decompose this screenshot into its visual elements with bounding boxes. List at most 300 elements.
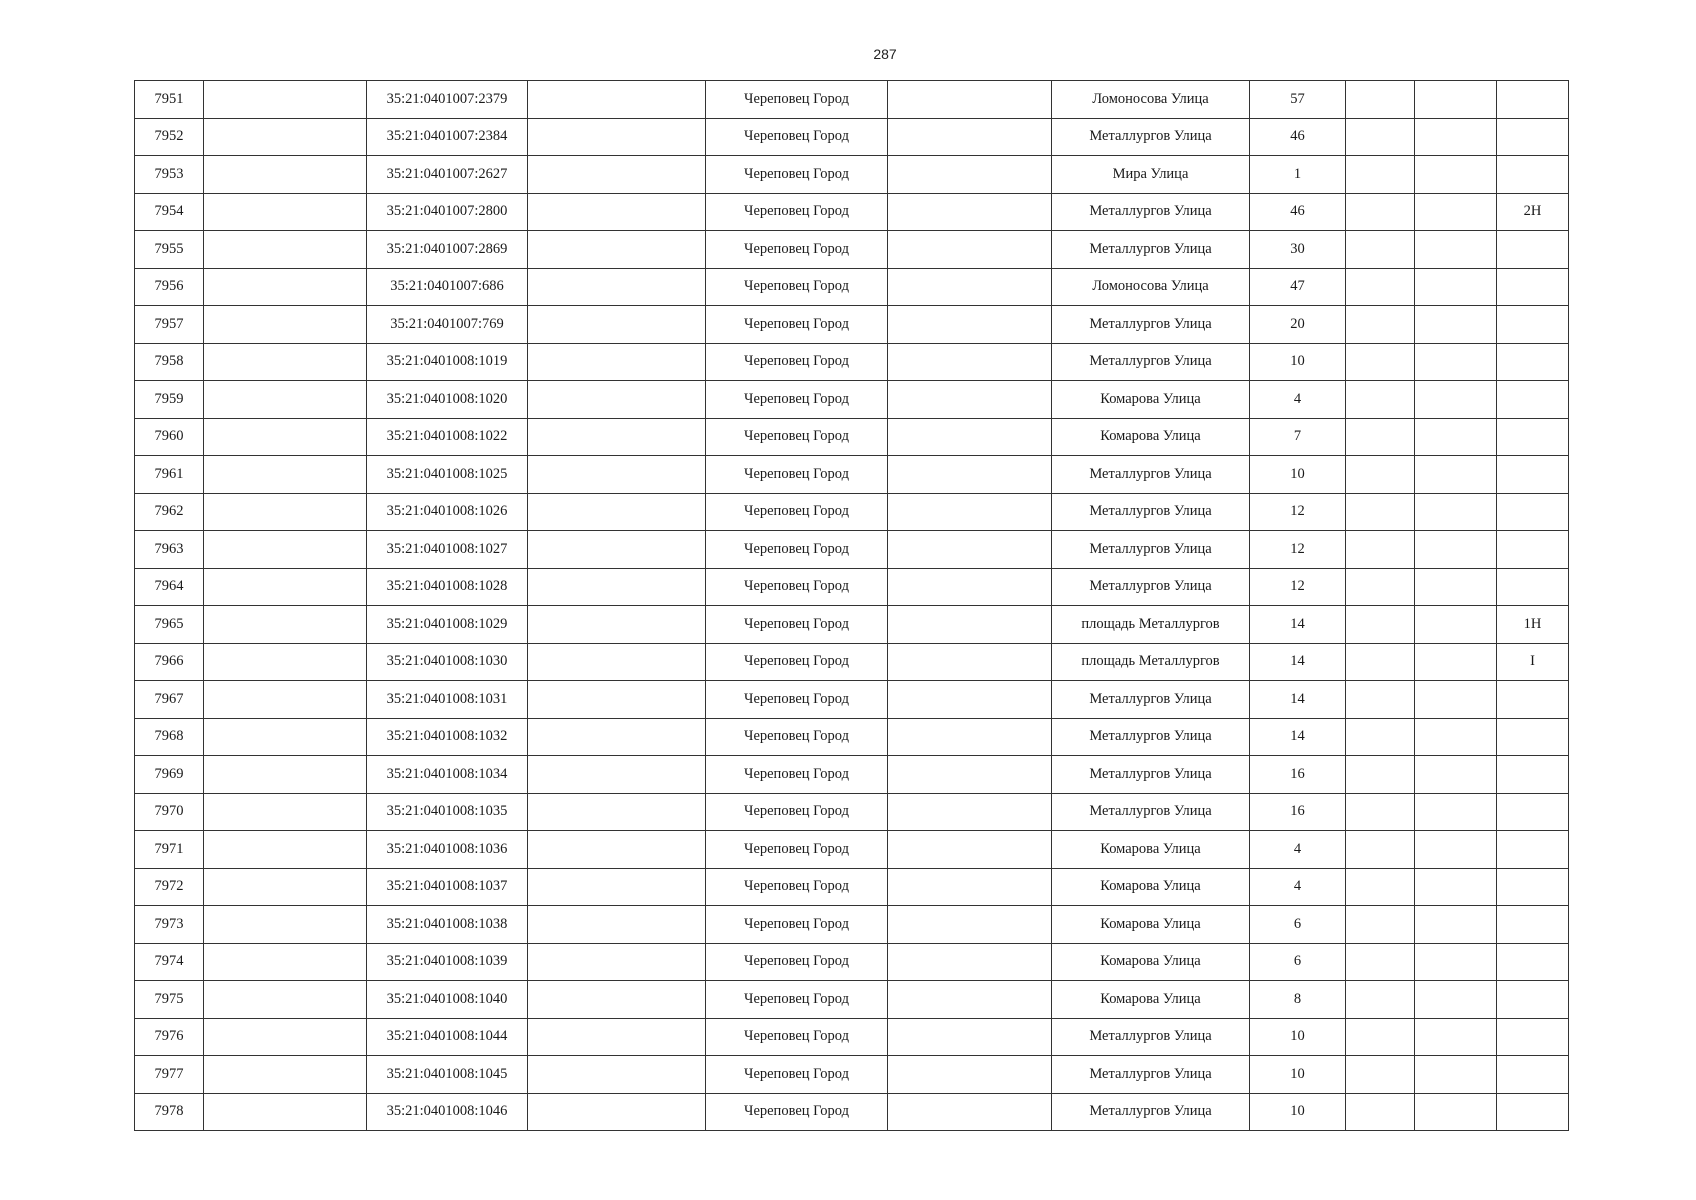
city-cell: Череповец Город bbox=[706, 831, 888, 869]
cadastral-number-cell: 35:21:0401008:1039 bbox=[367, 943, 528, 981]
empty-cell bbox=[888, 531, 1052, 569]
row-number-cell: 7963 bbox=[135, 531, 204, 569]
empty-cell bbox=[528, 381, 706, 419]
house-number-cell: 16 bbox=[1250, 756, 1346, 794]
city-cell: Череповец Город bbox=[706, 231, 888, 269]
street-cell: Ломоносова Улица bbox=[1052, 268, 1250, 306]
street-cell: Металлургов Улица bbox=[1052, 793, 1250, 831]
table-row bbox=[135, 868, 1569, 906]
empty-cell bbox=[1346, 606, 1415, 644]
room-number-cell bbox=[1497, 531, 1569, 569]
city-cell: Череповец Город bbox=[706, 456, 888, 494]
street-cell: Комарова Улица bbox=[1052, 906, 1250, 944]
empty-cell bbox=[528, 981, 706, 1019]
house-number-cell: 20 bbox=[1250, 306, 1346, 344]
table-row bbox=[135, 943, 1569, 981]
empty-cell bbox=[528, 456, 706, 494]
empty-cell bbox=[1346, 381, 1415, 419]
city-cell: Череповец Город bbox=[706, 1093, 888, 1131]
house-number-cell: 6 bbox=[1250, 906, 1346, 944]
empty-cell bbox=[1415, 156, 1497, 194]
room-number-cell bbox=[1497, 756, 1569, 794]
empty-cell bbox=[528, 193, 706, 231]
empty-cell bbox=[1415, 981, 1497, 1019]
row-number-cell: 7970 bbox=[135, 793, 204, 831]
street-cell: Металлургов Улица bbox=[1052, 493, 1250, 531]
empty-cell bbox=[1346, 981, 1415, 1019]
table-row bbox=[135, 906, 1569, 944]
cadastral-number-cell: 35:21:0401008:1038 bbox=[367, 906, 528, 944]
cadastral-number-cell: 35:21:0401008:1046 bbox=[367, 1093, 528, 1131]
empty-cell bbox=[888, 681, 1052, 719]
empty-cell bbox=[1346, 268, 1415, 306]
house-number-cell: 57 bbox=[1250, 81, 1346, 119]
empty-cell bbox=[1346, 568, 1415, 606]
cadastral-number-cell: 35:21:0401008:1026 bbox=[367, 493, 528, 531]
city-cell: Череповец Город bbox=[706, 981, 888, 1019]
street-cell: Металлургов Улица bbox=[1052, 456, 1250, 494]
empty-cell bbox=[1415, 793, 1497, 831]
empty-cell bbox=[888, 981, 1052, 1019]
table-row bbox=[135, 81, 1569, 119]
empty-cell bbox=[1346, 793, 1415, 831]
row-number-cell: 7959 bbox=[135, 381, 204, 419]
city-cell: Череповец Город bbox=[706, 493, 888, 531]
cadastral-number-cell: 35:21:0401008:1037 bbox=[367, 868, 528, 906]
city-cell: Череповец Город bbox=[706, 418, 888, 456]
table-row bbox=[135, 1018, 1569, 1056]
street-cell: площадь Металлургов bbox=[1052, 606, 1250, 644]
empty-cell bbox=[1415, 118, 1497, 156]
empty-cell bbox=[888, 568, 1052, 606]
cadastral-number-cell: 35:21:0401008:1019 bbox=[367, 343, 528, 381]
empty-cell bbox=[1346, 343, 1415, 381]
row-number-cell: 7960 bbox=[135, 418, 204, 456]
street-cell: Мира Улица bbox=[1052, 156, 1250, 194]
empty-cell bbox=[1415, 493, 1497, 531]
empty-cell bbox=[204, 718, 367, 756]
city-cell: Череповец Город bbox=[706, 681, 888, 719]
house-number-cell: 14 bbox=[1250, 643, 1346, 681]
empty-cell bbox=[204, 868, 367, 906]
empty-cell bbox=[1346, 1018, 1415, 1056]
empty-cell bbox=[1415, 906, 1497, 944]
city-cell: Череповец Город bbox=[706, 268, 888, 306]
empty-cell bbox=[204, 268, 367, 306]
table-row bbox=[135, 231, 1569, 269]
table-row bbox=[135, 756, 1569, 794]
empty-cell bbox=[204, 756, 367, 794]
empty-cell bbox=[1346, 831, 1415, 869]
row-number-cell: 7955 bbox=[135, 231, 204, 269]
street-cell: Металлургов Улица bbox=[1052, 231, 1250, 269]
room-number-cell bbox=[1497, 493, 1569, 531]
empty-cell bbox=[1346, 643, 1415, 681]
empty-cell bbox=[888, 418, 1052, 456]
cadastral-number-cell: 35:21:0401008:1025 bbox=[367, 456, 528, 494]
row-number-cell: 7971 bbox=[135, 831, 204, 869]
house-number-cell: 46 bbox=[1250, 118, 1346, 156]
empty-cell bbox=[204, 493, 367, 531]
row-number-cell: 7976 bbox=[135, 1018, 204, 1056]
table-row bbox=[135, 681, 1569, 719]
empty-cell bbox=[1415, 831, 1497, 869]
street-cell: Металлургов Улица bbox=[1052, 1018, 1250, 1056]
empty-cell bbox=[1415, 756, 1497, 794]
table-row bbox=[135, 718, 1569, 756]
house-number-cell: 14 bbox=[1250, 606, 1346, 644]
house-number-cell: 46 bbox=[1250, 193, 1346, 231]
empty-cell bbox=[1346, 943, 1415, 981]
row-number-cell: 7958 bbox=[135, 343, 204, 381]
empty-cell bbox=[204, 906, 367, 944]
city-cell: Череповец Город bbox=[706, 156, 888, 194]
empty-cell bbox=[528, 606, 706, 644]
room-number-cell bbox=[1497, 306, 1569, 344]
row-number-cell: 7975 bbox=[135, 981, 204, 1019]
empty-cell bbox=[888, 643, 1052, 681]
empty-cell bbox=[204, 193, 367, 231]
empty-cell bbox=[888, 456, 1052, 494]
street-cell: Металлургов Улица bbox=[1052, 193, 1250, 231]
cadastral-number-cell: 35:21:0401008:1032 bbox=[367, 718, 528, 756]
city-cell: Череповец Город bbox=[706, 306, 888, 344]
city-cell: Череповец Город bbox=[706, 1056, 888, 1094]
row-number-cell: 7954 bbox=[135, 193, 204, 231]
room-number-cell bbox=[1497, 831, 1569, 869]
empty-cell bbox=[1415, 568, 1497, 606]
cadastral-number-cell: 35:21:0401008:1031 bbox=[367, 681, 528, 719]
house-number-cell: 4 bbox=[1250, 831, 1346, 869]
empty-cell bbox=[528, 568, 706, 606]
row-number-cell: 7957 bbox=[135, 306, 204, 344]
city-cell: Череповец Город bbox=[706, 643, 888, 681]
empty-cell bbox=[204, 681, 367, 719]
city-cell: Череповец Город bbox=[706, 118, 888, 156]
empty-cell bbox=[1346, 118, 1415, 156]
street-cell: Металлургов Улица bbox=[1052, 568, 1250, 606]
empty-cell bbox=[204, 306, 367, 344]
empty-cell bbox=[888, 756, 1052, 794]
empty-cell bbox=[204, 943, 367, 981]
empty-cell bbox=[204, 643, 367, 681]
house-number-cell: 10 bbox=[1250, 456, 1346, 494]
room-number-cell bbox=[1497, 456, 1569, 494]
house-number-cell: 1 bbox=[1250, 156, 1346, 194]
empty-cell bbox=[204, 81, 367, 119]
room-number-cell bbox=[1497, 943, 1569, 981]
room-number-cell bbox=[1497, 906, 1569, 944]
empty-cell bbox=[888, 793, 1052, 831]
room-number-cell bbox=[1497, 81, 1569, 119]
empty-cell bbox=[204, 606, 367, 644]
empty-cell bbox=[528, 1093, 706, 1131]
table-row bbox=[135, 268, 1569, 306]
table-row bbox=[135, 306, 1569, 344]
room-number-cell: 2Н bbox=[1497, 193, 1569, 231]
empty-cell bbox=[528, 231, 706, 269]
empty-cell bbox=[1346, 231, 1415, 269]
row-number-cell: 7972 bbox=[135, 868, 204, 906]
cadastral-number-cell: 35:21:0401007:2800 bbox=[367, 193, 528, 231]
table-row bbox=[135, 643, 1569, 681]
cadastral-number-cell: 35:21:0401008:1034 bbox=[367, 756, 528, 794]
street-cell: Металлургов Улица bbox=[1052, 681, 1250, 719]
room-number-cell bbox=[1497, 156, 1569, 194]
empty-cell bbox=[204, 1018, 367, 1056]
empty-cell bbox=[528, 681, 706, 719]
empty-cell bbox=[1415, 606, 1497, 644]
room-number-cell: I bbox=[1497, 643, 1569, 681]
row-number-cell: 7962 bbox=[135, 493, 204, 531]
city-cell: Череповец Город bbox=[706, 568, 888, 606]
street-cell: Комарова Улица bbox=[1052, 831, 1250, 869]
house-number-cell: 14 bbox=[1250, 681, 1346, 719]
row-number-cell: 7969 bbox=[135, 756, 204, 794]
empty-cell bbox=[528, 831, 706, 869]
cadastral-number-cell: 35:21:0401007:2384 bbox=[367, 118, 528, 156]
empty-cell bbox=[1415, 1056, 1497, 1094]
row-number-cell: 7952 bbox=[135, 118, 204, 156]
room-number-cell bbox=[1497, 418, 1569, 456]
street-cell: Комарова Улица bbox=[1052, 981, 1250, 1019]
row-number-cell: 7964 bbox=[135, 568, 204, 606]
empty-cell bbox=[204, 981, 367, 1019]
street-cell: Металлургов Улица bbox=[1052, 306, 1250, 344]
empty-cell bbox=[1346, 193, 1415, 231]
cadastral-number-cell: 35:21:0401008:1029 bbox=[367, 606, 528, 644]
street-cell: Комарова Улица bbox=[1052, 868, 1250, 906]
empty-cell bbox=[888, 231, 1052, 269]
cadastral-number-cell: 35:21:0401008:1020 bbox=[367, 381, 528, 419]
city-cell: Череповец Город bbox=[706, 906, 888, 944]
empty-cell bbox=[888, 156, 1052, 194]
street-cell: Комарова Улица bbox=[1052, 418, 1250, 456]
empty-cell bbox=[1346, 906, 1415, 944]
street-cell: Металлургов Улица bbox=[1052, 756, 1250, 794]
empty-cell bbox=[888, 906, 1052, 944]
house-number-cell: 4 bbox=[1250, 381, 1346, 419]
empty-cell bbox=[1415, 1018, 1497, 1056]
house-number-cell: 8 bbox=[1250, 981, 1346, 1019]
table-row bbox=[135, 568, 1569, 606]
house-number-cell: 10 bbox=[1250, 343, 1346, 381]
empty-cell bbox=[204, 343, 367, 381]
room-number-cell: 1Н bbox=[1497, 606, 1569, 644]
room-number-cell bbox=[1497, 231, 1569, 269]
empty-cell bbox=[1415, 268, 1497, 306]
empty-cell bbox=[1415, 81, 1497, 119]
house-number-cell: 16 bbox=[1250, 793, 1346, 831]
empty-cell bbox=[1346, 456, 1415, 494]
room-number-cell bbox=[1497, 568, 1569, 606]
row-number-cell: 7966 bbox=[135, 643, 204, 681]
empty-cell bbox=[888, 81, 1052, 119]
empty-cell bbox=[528, 306, 706, 344]
table-body bbox=[135, 81, 1569, 1131]
cadastral-number-cell: 35:21:0401008:1036 bbox=[367, 831, 528, 869]
empty-cell bbox=[528, 718, 706, 756]
street-cell: Ломоносова Улица bbox=[1052, 81, 1250, 119]
room-number-cell bbox=[1497, 381, 1569, 419]
street-cell: Металлургов Улица bbox=[1052, 343, 1250, 381]
house-number-cell: 7 bbox=[1250, 418, 1346, 456]
city-cell: Череповец Город bbox=[706, 943, 888, 981]
room-number-cell bbox=[1497, 1018, 1569, 1056]
empty-cell bbox=[1346, 493, 1415, 531]
table-row bbox=[135, 156, 1569, 194]
empty-cell bbox=[1415, 868, 1497, 906]
empty-cell bbox=[528, 643, 706, 681]
registry-table bbox=[134, 80, 1569, 1131]
house-number-cell: 4 bbox=[1250, 868, 1346, 906]
city-cell: Череповец Город bbox=[706, 193, 888, 231]
table-row bbox=[135, 493, 1569, 531]
empty-cell bbox=[204, 568, 367, 606]
empty-cell bbox=[888, 1093, 1052, 1131]
cadastral-number-cell: 35:21:0401008:1030 bbox=[367, 643, 528, 681]
city-cell: Череповец Город bbox=[706, 718, 888, 756]
empty-cell bbox=[888, 306, 1052, 344]
row-number-cell: 7977 bbox=[135, 1056, 204, 1094]
empty-cell bbox=[888, 718, 1052, 756]
empty-cell bbox=[1346, 1056, 1415, 1094]
city-cell: Череповец Город bbox=[706, 868, 888, 906]
city-cell: Череповец Город bbox=[706, 81, 888, 119]
city-cell: Череповец Город bbox=[706, 381, 888, 419]
house-number-cell: 12 bbox=[1250, 568, 1346, 606]
empty-cell bbox=[888, 268, 1052, 306]
house-number-cell: 10 bbox=[1250, 1018, 1346, 1056]
empty-cell bbox=[1346, 756, 1415, 794]
empty-cell bbox=[204, 1093, 367, 1131]
page-number: 287 bbox=[873, 46, 897, 62]
row-number-cell: 7968 bbox=[135, 718, 204, 756]
empty-cell bbox=[204, 156, 367, 194]
empty-cell bbox=[1415, 231, 1497, 269]
empty-cell bbox=[1346, 681, 1415, 719]
cadastral-number-cell: 35:21:0401008:1045 bbox=[367, 1056, 528, 1094]
empty-cell bbox=[1346, 1093, 1415, 1131]
room-number-cell bbox=[1497, 1056, 1569, 1094]
table-row bbox=[135, 456, 1569, 494]
street-cell: Металлургов Улица bbox=[1052, 1056, 1250, 1094]
room-number-cell bbox=[1497, 681, 1569, 719]
empty-cell bbox=[204, 793, 367, 831]
table-row bbox=[135, 531, 1569, 569]
street-cell: Металлургов Улица bbox=[1052, 1093, 1250, 1131]
cadastral-number-cell: 35:21:0401007:769 bbox=[367, 306, 528, 344]
empty-cell bbox=[204, 381, 367, 419]
cadastral-number-cell: 35:21:0401007:2627 bbox=[367, 156, 528, 194]
cadastral-number-cell: 35:21:0401008:1044 bbox=[367, 1018, 528, 1056]
empty-cell bbox=[1346, 868, 1415, 906]
empty-cell bbox=[528, 531, 706, 569]
room-number-cell bbox=[1497, 718, 1569, 756]
empty-cell bbox=[1415, 531, 1497, 569]
row-number-cell: 7978 bbox=[135, 1093, 204, 1131]
room-number-cell bbox=[1497, 868, 1569, 906]
cadastral-number-cell: 35:21:0401008:1027 bbox=[367, 531, 528, 569]
cadastral-number-cell: 35:21:0401007:2379 bbox=[367, 81, 528, 119]
city-cell: Череповец Город bbox=[706, 606, 888, 644]
empty-cell bbox=[204, 231, 367, 269]
row-number-cell: 7973 bbox=[135, 906, 204, 944]
street-cell: Металлургов Улица bbox=[1052, 718, 1250, 756]
empty-cell bbox=[528, 343, 706, 381]
house-number-cell: 30 bbox=[1250, 231, 1346, 269]
street-cell: Комарова Улица bbox=[1052, 943, 1250, 981]
empty-cell bbox=[1415, 718, 1497, 756]
table-row bbox=[135, 831, 1569, 869]
house-number-cell: 12 bbox=[1250, 531, 1346, 569]
empty-cell bbox=[528, 418, 706, 456]
empty-cell bbox=[528, 906, 706, 944]
empty-cell bbox=[528, 268, 706, 306]
empty-cell bbox=[1415, 456, 1497, 494]
house-number-cell: 6 bbox=[1250, 943, 1346, 981]
empty-cell bbox=[528, 1018, 706, 1056]
empty-cell bbox=[528, 943, 706, 981]
empty-cell bbox=[1346, 418, 1415, 456]
empty-cell bbox=[1415, 306, 1497, 344]
house-number-cell: 12 bbox=[1250, 493, 1346, 531]
empty-cell bbox=[528, 156, 706, 194]
house-number-cell: 14 bbox=[1250, 718, 1346, 756]
empty-cell bbox=[528, 493, 706, 531]
table-row bbox=[135, 981, 1569, 1019]
table-row bbox=[135, 343, 1569, 381]
empty-cell bbox=[528, 1056, 706, 1094]
empty-cell bbox=[1415, 381, 1497, 419]
empty-cell bbox=[888, 1056, 1052, 1094]
empty-cell bbox=[888, 493, 1052, 531]
empty-cell bbox=[204, 831, 367, 869]
empty-cell bbox=[528, 118, 706, 156]
house-number-cell: 10 bbox=[1250, 1056, 1346, 1094]
table-row bbox=[135, 1093, 1569, 1131]
cadastral-number-cell: 35:21:0401008:1022 bbox=[367, 418, 528, 456]
empty-cell bbox=[1346, 156, 1415, 194]
empty-cell bbox=[1346, 306, 1415, 344]
empty-cell bbox=[204, 531, 367, 569]
cadastral-number-cell: 35:21:0401008:1040 bbox=[367, 981, 528, 1019]
cadastral-number-cell: 35:21:0401007:2869 bbox=[367, 231, 528, 269]
empty-cell bbox=[888, 381, 1052, 419]
street-cell: Металлургов Улица bbox=[1052, 531, 1250, 569]
room-number-cell bbox=[1497, 981, 1569, 1019]
row-number-cell: 7967 bbox=[135, 681, 204, 719]
empty-cell bbox=[528, 868, 706, 906]
table-row bbox=[135, 193, 1569, 231]
street-cell: площадь Металлургов bbox=[1052, 643, 1250, 681]
room-number-cell bbox=[1497, 343, 1569, 381]
room-number-cell bbox=[1497, 793, 1569, 831]
room-number-cell bbox=[1497, 1093, 1569, 1131]
empty-cell bbox=[528, 756, 706, 794]
empty-cell bbox=[1415, 681, 1497, 719]
row-number-cell: 7953 bbox=[135, 156, 204, 194]
empty-cell bbox=[1415, 193, 1497, 231]
room-number-cell bbox=[1497, 118, 1569, 156]
city-cell: Череповец Город bbox=[706, 756, 888, 794]
empty-cell bbox=[204, 1056, 367, 1094]
empty-cell bbox=[888, 118, 1052, 156]
empty-cell bbox=[888, 1018, 1052, 1056]
empty-cell bbox=[204, 456, 367, 494]
empty-cell bbox=[888, 868, 1052, 906]
table-row bbox=[135, 118, 1569, 156]
